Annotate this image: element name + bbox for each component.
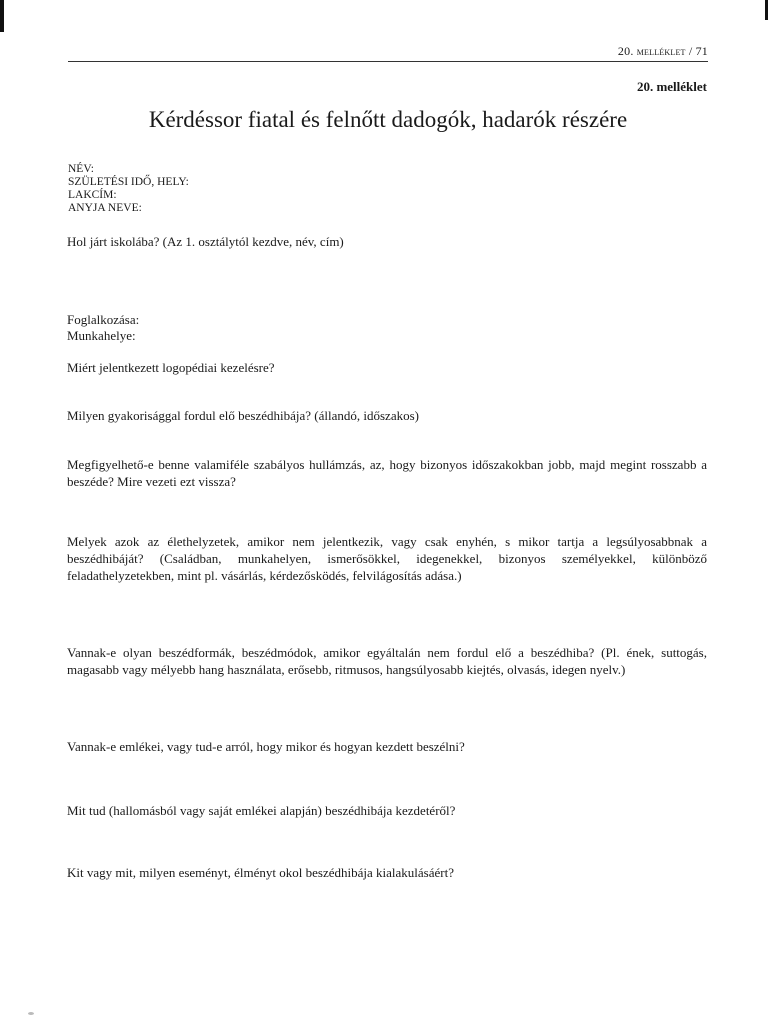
page-title: Kérdéssor fiatal és felnőtt dadogók, hadarók részére (148, 107, 628, 132)
field-mother-name: ANYJA NEVE: (68, 202, 142, 214)
running-head-separator: / (688, 44, 693, 58)
question-fluctuation: Megfigyelhető-e benne valamiféle szabályos hullámzás, az, hogy bizonyos időszakokban jobb, majd megint rosszabb a beszéde? Mire vezeti ezt vissza? (67, 457, 707, 489)
page-number: 71 (695, 44, 708, 58)
personal-data-fields (68, 163, 189, 215)
question-memories: Vannak-e emlékei, vagy tud-e arról, hogy mikor és hogyan kezdett beszélni? (67, 739, 465, 754)
field-address: LAKCÍM: (68, 189, 117, 201)
scan-speck (28, 1012, 34, 1015)
question-cause: Kit vagy mit, milyen eseményt, élményt okol beszédhibája kialakulásáért? (67, 865, 454, 880)
scan-edge-mark-left (0, 0, 4, 32)
question-speech-forms: Vannak-e olyan beszédformák, beszédmódok, amikor egyáltalán nem fordul elő a beszédhiba? (Pl. ének, suttogás, magasabb vagy mélyebb hang használata, erősebb, ritmusos, hangsúlyosabb kiejtés, olvasás, idegen nyelv.) (67, 645, 707, 677)
running-head (68, 44, 708, 59)
question-school: Hol járt iskolába? (Az 1. osztálytól kezdve, név, cím) (67, 234, 344, 249)
question-situations: Melyek azok az élethelyzetek, amikor nem jelentkezik, vagy csak enyhén, s mikor tartja a legsúlyosabbnak a beszédhibáját? (Családban, munkahelyen, ismerősökkel, idegenekkel, bizonyos személyekkel, különböző feladathelyzetekben, mint pl. vásárlás, kérdezősködés, felvilágosítás adása.) (67, 534, 707, 583)
field-birth: SZÜLETÉSI IDŐ, HELY: (68, 176, 189, 188)
running-head-annex-word: melléklet (636, 44, 686, 58)
annex-label: 20. melléklet (636, 79, 707, 94)
question-onset: Mit tud (hallomásból vagy saját emlékei alapján) beszédhibája kezdetéről? (67, 803, 456, 818)
header-rule (68, 61, 708, 62)
question-occupation: Foglalkozása: (67, 312, 140, 327)
field-name: NÉV: (68, 163, 94, 175)
question-frequency: Milyen gyakorisággal fordul elő beszédhibája? (állandó, időszakos) (67, 408, 419, 423)
question-reason: Miért jelentkezett logopédiai kezelésre? (67, 360, 275, 375)
question-workplace: Munkahelye: (67, 328, 136, 343)
running-head-annex-number: 20. (617, 44, 634, 58)
